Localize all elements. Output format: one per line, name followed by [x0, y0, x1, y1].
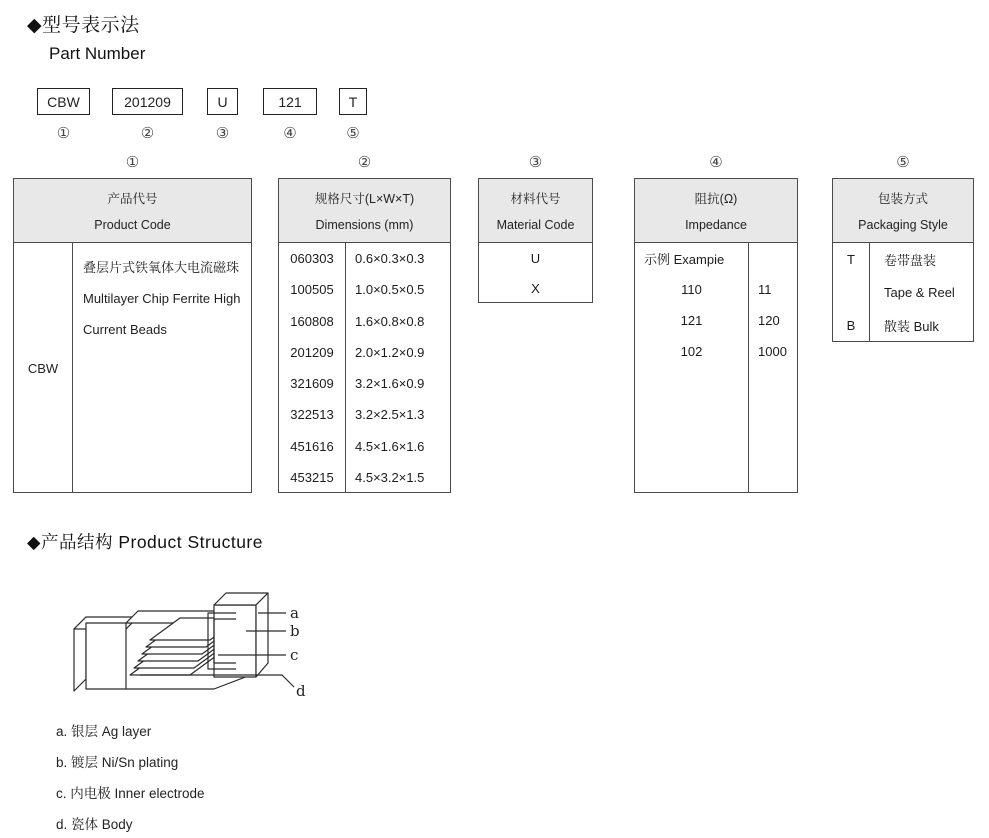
- impedance-header-en: Impedance: [685, 217, 747, 232]
- label-b: b: [290, 622, 300, 640]
- dimensions-row: [279, 462, 450, 493]
- label-c: c: [290, 646, 299, 664]
- packaging-code: T: [847, 252, 855, 267]
- size-value: 2.0×1.2×0.9: [355, 344, 425, 360]
- product-code-table-body: [14, 243, 251, 493]
- impedance-table-header: [635, 179, 797, 243]
- size-code: 160808: [279, 306, 346, 337]
- dimensions-row: [279, 306, 450, 337]
- impedance-code: 102: [680, 344, 703, 359]
- product-code-header-en: Product Code: [94, 217, 171, 232]
- material-code-value: X: [531, 280, 540, 296]
- impedance-value: 120: [758, 313, 780, 328]
- material-header-en: Material Code: [496, 217, 575, 232]
- table-index-2: ②: [357, 154, 372, 171]
- product-desc-line-en2: Current Beads: [83, 322, 167, 337]
- product-code-header-zh: 产品代号: [107, 192, 158, 207]
- product-desc-line-en1: Multilayer Chip Ferrite High: [83, 291, 241, 306]
- table-index-1: ①: [125, 154, 140, 171]
- impedance-code: 121: [680, 313, 703, 328]
- part-number-segment-2: [112, 88, 183, 142]
- dimensions-table-header: [279, 179, 450, 243]
- dimensions-row: [279, 399, 450, 430]
- right-cap-front-face: [214, 605, 256, 677]
- material-code-table-header: [479, 179, 592, 243]
- table-index-4: ④: [709, 154, 723, 171]
- impedance-table-body: [635, 243, 797, 493]
- packaging-header-en: Packaging Style: [858, 217, 948, 232]
- impedance-value: 11: [758, 282, 772, 297]
- material-code-table: [478, 178, 593, 303]
- size-code: 453215: [279, 462, 346, 493]
- size-value: 4.5×1.6×1.6: [355, 438, 425, 454]
- size-code: 201209: [279, 337, 346, 368]
- chip-bead-drawing: [74, 593, 294, 691]
- dimensions-row: [279, 274, 450, 305]
- material-code-table-body: [479, 243, 592, 303]
- part-number-segment-3: [207, 88, 238, 142]
- size-code: 451616: [279, 431, 346, 462]
- part-number-box-product-code: CBW: [37, 88, 90, 115]
- part-number-segment-1: [37, 88, 90, 142]
- dimensions-table-body: [279, 243, 450, 493]
- packaging-label: 卷带盘装: [884, 253, 937, 268]
- material-header-zh: 材料代号: [510, 192, 561, 207]
- part-number-box-dimensions: 201209: [112, 88, 183, 115]
- part-number-index-4: ④: [283, 125, 297, 142]
- product-code-value: CBW: [14, 243, 73, 493]
- size-value: 3.2×2.5×1.3: [355, 407, 425, 423]
- part-number-box-material: U: [207, 88, 238, 115]
- section-title-structure: ◆产品结构 Product Structure: [27, 532, 263, 552]
- product-code-table-header: [14, 179, 251, 243]
- impedance-header-zh: 阻抗(Ω): [694, 192, 738, 207]
- part-number-index-5: ⑤: [346, 125, 360, 142]
- packaging-table: [832, 178, 974, 342]
- product-desc-line-zh: 叠层片式铁氧体大电流磁珠: [83, 260, 240, 275]
- product-code-table: [13, 178, 252, 493]
- part-number-segment-5: [339, 88, 367, 142]
- part-number-segment-4: [263, 88, 317, 142]
- packaging-code-column: [833, 243, 870, 342]
- table-index-5: ⑤: [896, 154, 910, 171]
- dimensions-row: [279, 368, 450, 399]
- left-cap-front-face: [86, 623, 126, 689]
- dimensions-row: [279, 243, 450, 274]
- impedance-value: 1000: [758, 344, 787, 359]
- size-value: 1.6×0.8×0.8: [355, 313, 425, 329]
- size-code: 322513: [279, 399, 346, 430]
- impedance-example-label: 示例 Exampie: [644, 252, 725, 267]
- dimensions-table: [278, 178, 451, 493]
- dimensions-header-en: Dimensions (mm): [315, 217, 414, 232]
- impedance-code: 110: [681, 282, 702, 297]
- legend-inner-electrode: c. 内电极 Inner electrode: [56, 786, 205, 801]
- label-a: a: [290, 604, 299, 622]
- legend-ni-sn-plating: b. 镀层 Ni/Sn plating: [56, 755, 179, 770]
- size-code: 321609: [279, 368, 346, 399]
- packaging-code: [833, 276, 869, 309]
- product-code-description: [73, 243, 251, 493]
- label-d: d: [296, 682, 306, 700]
- material-code-value: U: [530, 250, 541, 266]
- size-value: 1.0×0.5×0.5: [355, 282, 425, 298]
- size-code: 100505: [279, 274, 346, 305]
- packaging-header-zh: 包装方式: [877, 192, 928, 207]
- size-value: 0.6×0.3×0.3: [355, 251, 425, 267]
- packaging-label: 散装 Bulk: [884, 319, 939, 334]
- impedance-code-column: [635, 243, 749, 493]
- legend-body: d. 瓷体 Body: [56, 817, 133, 832]
- part-number-index-3: ③: [215, 125, 230, 142]
- part-number-box-impedance: 121: [263, 88, 317, 115]
- size-value: 3.2×1.6×0.9: [355, 376, 425, 392]
- product-structure-diagram: [60, 557, 360, 707]
- part-number-index-1: ①: [56, 125, 71, 142]
- size-value: 4.5×3.2×1.5: [355, 469, 425, 485]
- part-number-index-2: ②: [140, 125, 155, 142]
- dimensions-row: [279, 431, 450, 462]
- packaging-table-header: [833, 179, 973, 243]
- packaging-label: Tape & Reel: [884, 285, 955, 300]
- section-title-part-number-zh: ◆型号表示法: [27, 15, 140, 36]
- packaging-table-body: [833, 243, 973, 342]
- section-title-part-number-en: Part Number: [49, 44, 146, 63]
- packaging-code: B: [846, 318, 856, 333]
- impedance-table: [634, 178, 798, 493]
- right-cap-side-face: [256, 593, 268, 677]
- table-index-3: ③: [528, 154, 543, 171]
- size-code: 060303: [279, 243, 346, 274]
- packaging-label-column: [870, 243, 973, 342]
- part-number-box-packaging: T: [339, 88, 367, 115]
- dimensions-row: [279, 337, 450, 368]
- legend-ag-layer: a. 银层 Ag layer: [56, 724, 152, 739]
- dimensions-header-zh: 规格尺寸(L×W×T): [314, 192, 415, 207]
- impedance-value-column: [749, 243, 797, 493]
